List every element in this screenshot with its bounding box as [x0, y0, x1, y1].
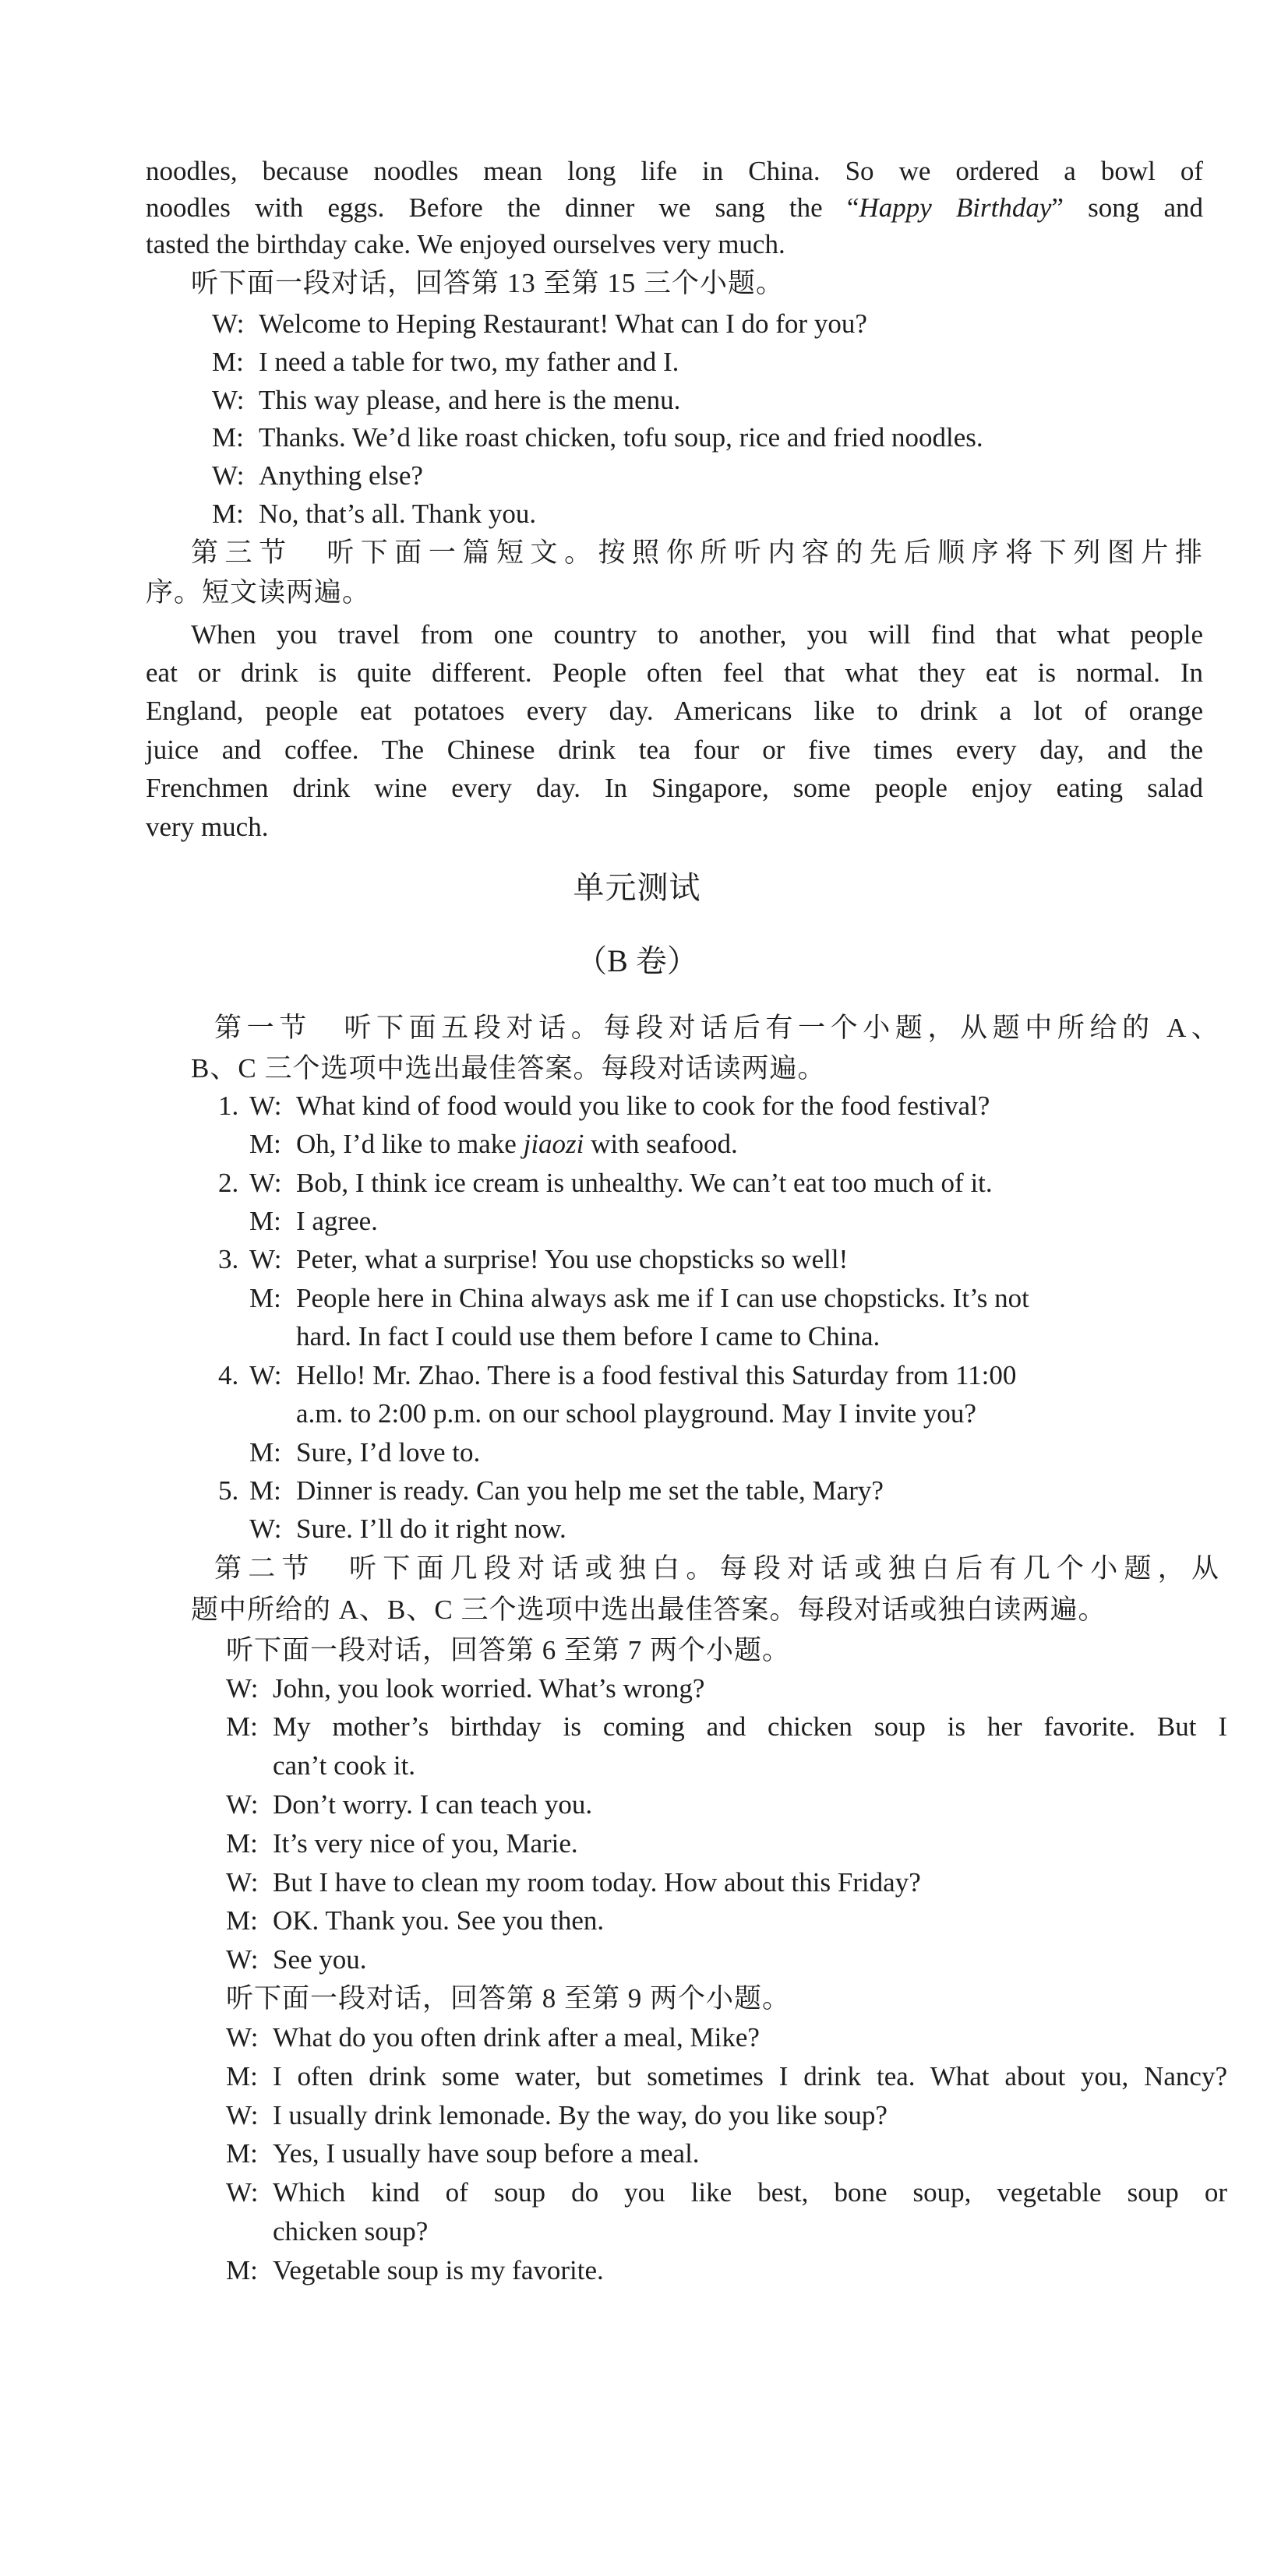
question-5-line — [218, 1474, 884, 1508]
dialogue-text: I usually drink lemonade. By the way, do you like soup? — [273, 2100, 888, 2130]
speaker-label: W: — [212, 308, 245, 339]
speaker-label: M: — [249, 1206, 281, 1236]
dialogue-text: No, that’s all. Thank you. — [259, 499, 537, 529]
question-number: 2. — [218, 1168, 239, 1198]
dialogue-line — [226, 2060, 1227, 2094]
section-heading: 第二节 听下面几段对话或独白。每段对话或独白后有几个小题，从 — [214, 1553, 1219, 1584]
section-intro: 听下面一段对话，回答第 8 至第 9 两个小题。 — [226, 1983, 791, 2014]
dialogue-line — [212, 459, 423, 493]
question-1-line — [218, 1089, 990, 1123]
dialogue-line: can’t cook it. — [273, 1750, 416, 1781]
speaker-label: W: — [226, 2100, 259, 2130]
passage-line: eat or drink is quite different. People often feel that what they eat is normal. In — [146, 657, 1203, 688]
question-2-line — [218, 1166, 993, 1200]
speaker-label: M: — [226, 1828, 258, 1859]
speaker-label: W: — [212, 460, 245, 491]
dialogue-text: Bob, I think ice cream is unhealthy. We can’t eat too much of it. — [296, 1168, 993, 1198]
speaker-label: M: — [249, 1129, 281, 1159]
dialogue-text: This way please, and here is the menu. — [259, 385, 681, 415]
speaker-label: M: — [226, 2061, 258, 2091]
speaker-label: M: — [226, 1905, 258, 1936]
speaker-label: W: — [226, 1867, 259, 1898]
question-4-line — [218, 1358, 1016, 1393]
paragraph-line: tasted the birthday cake. We enjoyed ourselves very much. — [146, 229, 785, 259]
speaker-label: W: — [226, 2177, 259, 2208]
speaker-label: M: — [226, 2138, 258, 2169]
dialogue-text: What kind of food would you like to cook for the food festival? — [296, 1091, 990, 1121]
speaker-label: W: — [226, 2022, 259, 2053]
speaker-label: M: — [226, 2255, 258, 2285]
speaker-label: M: — [249, 1475, 281, 1506]
dialogue-text: But I have to clean my room today. How about this Friday? — [273, 1867, 921, 1898]
dialogue-line — [226, 2099, 888, 2133]
dialogue-text-italic: jiaozi — [523, 1129, 584, 1159]
section-heading: B、C 三个选项中选出最佳答案。每段对话读两遍。 — [191, 1053, 826, 1084]
dialogue-text: Yes, I usually have soup before a meal. — [273, 2138, 700, 2169]
dialogue-line — [226, 2254, 604, 2288]
dialogue-text: with seafood. — [584, 1129, 738, 1159]
section-heading: 题中所给的 A、B、C 三个选项中选出最佳答案。每段对话或独白读两遍。 — [191, 1595, 1106, 1625]
dialogue-text: Welcome to Heping Restaurant! What can I do for you? — [259, 308, 867, 339]
dialogue-text: Thanks. We’d like roast chicken, tofu soup, rice and fried noodles. — [259, 422, 983, 453]
dialogue-text: John, you look worried. What’s wrong? — [273, 1673, 705, 1704]
paragraph-line: noodles, because noodles mean long life in China. So we ordered a bowl of — [146, 156, 1203, 186]
section-intro: 听下面一段对话，回答第 6 至第 7 两个小题。 — [226, 1635, 791, 1665]
question-3-line: hard. In fact I could use them before I came to China. — [296, 1321, 881, 1351]
dialogue-line — [212, 383, 680, 418]
speaker-label: W: — [249, 1091, 282, 1121]
dialogue-line — [212, 307, 867, 341]
dialogue-text: I often drink some water, but sometimes I drink tea. What about you, Nancy? — [273, 2061, 1227, 2091]
dialogue-text: My mother’s birthday is coming and chicken soup is her favorite. But I — [273, 1711, 1227, 1742]
question-1-line — [249, 1127, 738, 1161]
passage-line: very much. — [146, 812, 269, 842]
dialogue-line — [226, 2021, 760, 2055]
dialogue-line — [212, 497, 536, 531]
dialogue-text: It’s very nice of you, Marie. — [273, 1828, 578, 1859]
section-intro: 听下面一段对话，回答第 13 至第 15 三个小题。 — [191, 268, 785, 298]
passage-line: England, people eat potatoes every day. Americans like to drink a lot of orange — [146, 696, 1203, 726]
dialogue-text: Dinner is ready. Can you help me set the table, Mary? — [296, 1475, 884, 1506]
dialogue-line — [226, 1827, 578, 1861]
question-number: 1. — [218, 1091, 239, 1121]
question-number: 4. — [218, 1360, 239, 1390]
question-3-line — [218, 1242, 848, 1277]
dialogue-text: I need a table for two, my father and I. — [259, 347, 679, 377]
dialogue-text: People here in China always ask me if I can use chopsticks. It’s not — [296, 1283, 1029, 1313]
dialogue-text: I agree. — [296, 1206, 378, 1236]
paragraph-line — [146, 191, 1203, 225]
text-span: noodles with eggs. Before the dinner we sang the “ — [146, 192, 859, 223]
dialogue-line — [226, 2137, 700, 2171]
speaker-label: W: — [249, 1360, 282, 1390]
dialogue-text: Sure. I’ll do it right now. — [296, 1514, 566, 1544]
question-4-line: a.m. to 2:00 p.m. on our school playground. May I invite you? — [296, 1398, 976, 1429]
speaker-label: W: — [249, 1514, 282, 1544]
section-heading: 第一节 听下面五段对话。每段对话后有一个小题，从题中所给的 A、 — [214, 1013, 1219, 1043]
question-2-line — [249, 1204, 378, 1239]
dialogue-line: chicken soup? — [273, 2216, 429, 2247]
dialogue-line — [226, 1943, 367, 1977]
speaker-label: M: — [212, 347, 244, 377]
dialogue-text: Sure, I’d love to. — [296, 1437, 481, 1468]
dialogue-line — [226, 2176, 1227, 2210]
text-span: ” song and — [1051, 192, 1203, 223]
section-heading: 第三节 听下面一篇短文。按照你所听内容的先后顺序将下列图片排 — [191, 537, 1203, 568]
question-number: 5. — [218, 1475, 239, 1506]
passage-line: juice and coffee. The Chinese drink tea four or five times every day, and the — [146, 735, 1203, 765]
dialogue-text: What do you often drink after a meal, Mike? — [273, 2022, 760, 2053]
speaker-label: W: — [226, 1789, 259, 1820]
speaker-label: M: — [226, 1711, 258, 1742]
dialogue-text: Vegetable soup is my favorite. — [273, 2255, 604, 2285]
question-5-line — [249, 1512, 566, 1546]
dialogue-line — [226, 1904, 604, 1938]
paper-b-title: （B 卷） — [576, 943, 698, 978]
speaker-label: W: — [226, 1673, 259, 1704]
speaker-label: M: — [249, 1437, 281, 1468]
dialogue-line — [226, 1710, 1227, 1744]
dialogue-text: Anything else? — [259, 460, 423, 491]
speaker-label: W: — [226, 1944, 259, 1975]
passage-line: Frenchmen drink wine every day. In Singapore, some people enjoy eating salad — [146, 773, 1203, 803]
speaker-label: M: — [249, 1283, 281, 1313]
question-number: 3. — [218, 1244, 239, 1274]
speaker-label: M: — [212, 422, 244, 453]
unit-test-title: 单元测试 — [573, 870, 701, 905]
dialogue-text: Hello! Mr. Zhao. There is a food festival this Saturday from 11:00 — [296, 1360, 1017, 1390]
speaker-label: W: — [249, 1168, 282, 1198]
question-4-line — [249, 1436, 480, 1470]
dialogue-line — [212, 345, 679, 379]
dialogue-text: OK. Thank you. See you then. — [273, 1905, 605, 1936]
dialogue-text: Peter, what a surprise! You use chopsticks so well! — [296, 1244, 849, 1274]
dialogue-line — [226, 1788, 592, 1822]
dialogue-line — [212, 421, 983, 455]
passage-line: When you travel from one country to another, you will find that what people — [191, 619, 1203, 650]
dialogue-line — [226, 1672, 704, 1706]
dialogue-text: Don’t worry. I can teach you. — [273, 1789, 593, 1820]
dialogue-text: Oh, I’d like to make — [296, 1129, 524, 1159]
speaker-label: M: — [212, 499, 244, 529]
speaker-label: W: — [249, 1244, 282, 1274]
dialogue-line — [226, 1866, 921, 1900]
question-3-line — [249, 1281, 1029, 1316]
dialogue-text: Which kind of soup do you like best, bone soup, vegetable soup or — [273, 2177, 1227, 2208]
speaker-label: W: — [212, 385, 245, 415]
song-title: Happy Birthday — [859, 192, 1052, 223]
section-heading: 序。短文读两遍。 — [146, 577, 371, 608]
dialogue-text: See you. — [273, 1944, 367, 1975]
